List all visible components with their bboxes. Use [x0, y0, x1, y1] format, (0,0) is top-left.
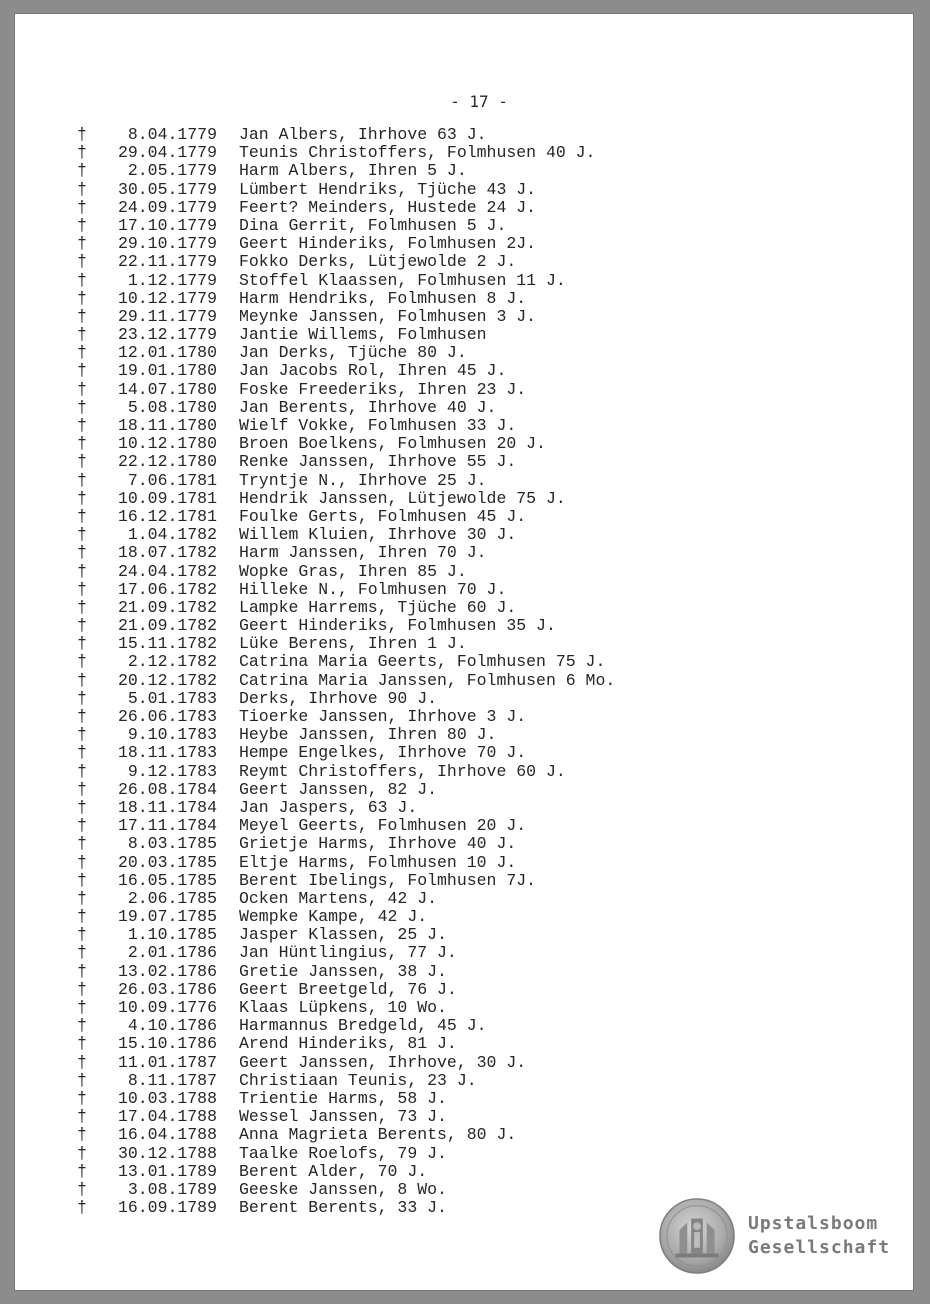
record-date: 17.04.1788 — [117, 1107, 217, 1127]
record-entry: Geert Janssen, Ihrhove, 30 J. — [239, 1052, 527, 1072]
record-row — [77, 381, 615, 399]
record-entry: Dina Gerrit, Folmhusen 5 J. — [239, 215, 507, 235]
record-row — [77, 726, 615, 744]
record-date: 16.05.1785 — [117, 870, 217, 890]
record-entry: Wessel Janssen, 73 J. — [239, 1107, 447, 1127]
record-row — [77, 344, 615, 362]
record-date: 26.03.1786 — [117, 979, 217, 999]
record-date: 16.09.1789 — [117, 1198, 217, 1218]
record-row — [77, 290, 615, 308]
record-entry: Jan Albers, Ihrhove 63 J. — [239, 125, 487, 144]
record-row — [77, 672, 615, 690]
cross-symbol: † — [77, 1143, 87, 1163]
record-date: 10.03.1788 — [117, 1088, 217, 1108]
record-row — [77, 744, 615, 762]
cross-symbol: † — [77, 1161, 87, 1181]
record-entry: Derks, Ihrhove 90 J. — [239, 688, 438, 708]
record-date: 2.01.1786 — [127, 943, 217, 963]
record-row — [77, 199, 615, 217]
record-date: 10.09.1776 — [117, 998, 217, 1017]
record-row — [77, 963, 615, 981]
record-row — [77, 472, 615, 490]
record-entry: Grietje Harms, Ihrhove 40 J. — [239, 834, 517, 854]
record-row — [77, 908, 615, 926]
record-row — [77, 599, 615, 617]
record-date: 5.08.1780 — [127, 397, 217, 417]
cross-symbol: † — [77, 652, 87, 672]
cross-symbol: † — [77, 143, 87, 163]
record-entry: Tryntje N., Ihrhove 25 J. — [239, 470, 487, 490]
record-date: 17.10.1779 — [117, 215, 217, 235]
logo-line-1: Upstalsboom — [748, 1213, 879, 1234]
record-entry: Berent Berents, 33 J. — [239, 1198, 447, 1218]
record-date: 18.11.1780 — [117, 416, 217, 435]
record-entry: Wielf Vokke, Folmhusen 33 J. — [239, 416, 517, 435]
record-date: 7.06.1781 — [127, 470, 217, 490]
record-date: 4.10.1786 — [127, 1016, 217, 1036]
cross-symbol: † — [77, 925, 87, 945]
cross-symbol: † — [77, 215, 87, 235]
record-date: 2.06.1785 — [127, 888, 217, 908]
cross-symbol: † — [77, 761, 87, 781]
cross-symbol: † — [77, 870, 87, 890]
record-date: 26.08.1784 — [117, 779, 217, 799]
record-date: 2.05.1779 — [127, 161, 217, 181]
cross-symbol: † — [77, 197, 87, 217]
record-entry: Berent Alder, 70 J. — [239, 1161, 428, 1181]
record-row — [77, 417, 615, 435]
record-row — [77, 308, 615, 326]
cross-symbol: † — [77, 288, 87, 308]
record-date: 11.01.1787 — [117, 1052, 217, 1072]
record-entry: Meyel Geerts, Folmhusen 20 J. — [239, 816, 527, 836]
record-entry: Gretie Janssen, 38 J. — [239, 961, 447, 981]
cross-symbol: † — [77, 979, 87, 999]
cross-symbol: † — [77, 670, 87, 690]
record-row — [77, 835, 615, 853]
document-page — [15, 14, 913, 1290]
cross-symbol: † — [77, 907, 87, 927]
record-entry: Eltje Harms, Folmhusen 10 J. — [239, 852, 517, 872]
record-row — [77, 817, 615, 835]
record-date: 18.11.1784 — [117, 797, 217, 817]
cross-symbol: † — [77, 688, 87, 708]
record-entry: Geert Janssen, 82 J. — [239, 779, 438, 799]
record-entry: Klaas Lüpkens, 10 Wo. — [239, 998, 447, 1017]
record-entry: Jan Hüntlingius, 77 J. — [239, 943, 457, 963]
record-entry: Reymt Christoffers, Ihrhove 60 J. — [239, 761, 566, 781]
record-row — [77, 181, 615, 199]
cross-symbol: † — [77, 743, 87, 763]
cross-symbol: † — [77, 616, 87, 636]
record-entry: Broen Boelkens, Folmhusen 20 J. — [239, 434, 546, 454]
record-entry: Harm Hendriks, Folmhusen 8 J. — [239, 288, 527, 308]
seal-icon — [658, 1197, 736, 1275]
record-entry: Harmannus Bredgeld, 45 J. — [239, 1016, 487, 1036]
cross-symbol: † — [77, 779, 87, 799]
record-row — [77, 544, 615, 562]
record-entry: Harm Janssen, Ihren 70 J. — [239, 543, 487, 563]
record-date: 17.06.1782 — [117, 579, 217, 599]
record-row — [77, 1035, 615, 1053]
cross-symbol: † — [77, 270, 87, 290]
record-row — [77, 453, 615, 471]
cross-symbol: † — [77, 579, 87, 599]
record-date: 13.02.1786 — [117, 961, 217, 981]
record-date: 30.12.1788 — [117, 1143, 217, 1163]
cross-symbol: † — [77, 1070, 87, 1090]
record-entry: Meynke Janssen, Folmhusen 3 J. — [239, 306, 537, 326]
page-number: - 17 - — [450, 92, 508, 111]
cross-symbol: † — [77, 161, 87, 181]
record-entry: Hendrik Janssen, Lütjewolde 75 J. — [239, 488, 566, 508]
record-date: 1.04.1782 — [127, 525, 217, 545]
record-entry: Willem Kluien, Ihrhove 30 J. — [239, 525, 517, 545]
record-row — [77, 999, 615, 1017]
record-entry: Arend Hinderiks, 81 J. — [239, 1034, 457, 1054]
upstalsboom-logo — [658, 1197, 890, 1275]
record-date: 29.04.1779 — [117, 143, 217, 163]
record-entry: Jantie Willems, Folmhusen — [239, 325, 487, 345]
record-row — [77, 326, 615, 344]
record-row — [77, 362, 615, 380]
record-entry: Foske Freederiks, Ihren 23 J. — [239, 379, 527, 399]
record-row — [77, 217, 615, 235]
cross-symbol: † — [77, 816, 87, 836]
cross-symbol: † — [77, 888, 87, 908]
record-entry: Berent Ibelings, Folmhusen 7J. — [239, 870, 537, 890]
record-date: 12.01.1780 — [117, 343, 217, 363]
record-entry: Feert? Meinders, Hustede 24 J. — [239, 197, 537, 217]
cross-symbol: † — [77, 416, 87, 435]
record-row — [77, 1054, 615, 1072]
record-entry: Lampke Harrems, Tjüche 60 J. — [239, 597, 517, 617]
record-date: 15.11.1782 — [117, 634, 217, 654]
record-date: 3.08.1789 — [127, 1179, 217, 1199]
record-date: 24.04.1782 — [117, 561, 217, 581]
cross-symbol: † — [77, 343, 87, 363]
cross-symbol: † — [77, 597, 87, 617]
record-row — [77, 235, 615, 253]
record-row — [77, 1090, 615, 1108]
record-date: 8.11.1787 — [127, 1070, 217, 1090]
record-entry: Taalke Roelofs, 79 J. — [239, 1143, 447, 1163]
record-row — [77, 435, 615, 453]
record-date: 13.01.1789 — [117, 1161, 217, 1181]
record-entry: Jan Derks, Tjüche 80 J. — [239, 343, 467, 363]
record-date: 20.12.1782 — [117, 670, 217, 690]
record-date: 16.12.1781 — [117, 506, 217, 526]
record-date: 2.12.1782 — [127, 652, 217, 672]
record-row — [77, 653, 615, 671]
record-date: 21.09.1782 — [117, 616, 217, 636]
record-row — [77, 162, 615, 180]
record-entry: Christiaan Teunis, 23 J. — [239, 1070, 477, 1090]
record-date: 24.09.1779 — [117, 197, 217, 217]
cross-symbol: † — [77, 1088, 87, 1108]
record-date: 21.09.1782 — [117, 597, 217, 617]
record-entry: Ocken Martens, 42 J. — [239, 888, 438, 908]
record-date: 8.03.1785 — [127, 834, 217, 854]
cross-symbol: † — [77, 834, 87, 854]
cross-symbol: † — [77, 634, 87, 654]
record-entry: Jan Berents, Ihrhove 40 J. — [239, 397, 497, 417]
record-row — [77, 144, 615, 162]
record-row — [77, 1108, 615, 1126]
record-row — [77, 890, 615, 908]
cross-symbol: † — [77, 125, 87, 144]
record-date: 14.07.1780 — [117, 379, 217, 399]
cross-symbol: † — [77, 434, 87, 454]
record-row — [77, 854, 615, 872]
record-date: 22.11.1779 — [117, 252, 217, 272]
cross-symbol: † — [77, 961, 87, 981]
record-entry: Jan Jaspers, 63 J. — [239, 797, 418, 817]
record-date: 5.01.1783 — [127, 688, 217, 708]
record-date: 9.12.1783 — [127, 761, 217, 781]
death-records-list — [77, 126, 615, 1217]
cross-symbol: † — [77, 1125, 87, 1145]
record-row — [77, 1163, 615, 1181]
record-entry: Stoffel Klaassen, Folmhusen 11 J. — [239, 270, 566, 290]
record-row — [77, 1199, 615, 1217]
record-row — [77, 926, 615, 944]
record-date: 10.12.1779 — [117, 288, 217, 308]
record-entry: Wopke Gras, Ihren 85 J. — [239, 561, 467, 581]
record-row — [77, 944, 615, 962]
cross-symbol: † — [77, 707, 87, 726]
record-row — [77, 581, 615, 599]
cross-symbol: † — [77, 543, 87, 563]
cross-symbol: † — [77, 1016, 87, 1036]
cross-symbol: † — [77, 1179, 87, 1199]
cross-symbol: † — [77, 852, 87, 872]
cross-symbol: † — [77, 488, 87, 508]
record-entry: Heybe Janssen, Ihren 80 J. — [239, 725, 497, 745]
record-date: 26.06.1783 — [117, 707, 217, 726]
cross-symbol: † — [77, 943, 87, 963]
record-row — [77, 763, 615, 781]
record-date: 23.12.1779 — [117, 325, 217, 345]
cross-symbol: † — [77, 397, 87, 417]
record-row — [77, 872, 615, 890]
record-date: 1.10.1785 — [127, 925, 217, 945]
record-entry: Wempke Kampe, 42 J. — [239, 907, 428, 927]
record-date: 15.10.1786 — [117, 1034, 217, 1054]
cross-symbol: † — [77, 1107, 87, 1127]
record-date: 19.07.1785 — [117, 907, 217, 927]
record-row — [77, 1126, 615, 1144]
record-date: 29.10.1779 — [117, 234, 217, 254]
record-date: 17.11.1784 — [117, 816, 217, 836]
record-row — [77, 635, 615, 653]
record-entry: Jan Jacobs Rol, Ihren 45 J. — [239, 361, 507, 381]
cross-symbol: † — [77, 1034, 87, 1054]
record-date: 18.11.1783 — [117, 743, 217, 763]
record-entry: Lüke Berens, Ihren 1 J. — [239, 634, 467, 654]
record-row — [77, 690, 615, 708]
record-entry: Geert Hinderiks, Folmhusen 35 J. — [239, 616, 556, 636]
record-row — [77, 981, 615, 999]
record-entry: Geert Hinderiks, Folmhusen 2J. — [239, 234, 537, 254]
cross-symbol: † — [77, 1198, 87, 1218]
record-row — [77, 781, 615, 799]
record-date: 29.11.1779 — [117, 306, 217, 326]
cross-symbol: † — [77, 561, 87, 581]
record-entry: Lümbert Hendriks, Tjüche 43 J. — [239, 179, 537, 199]
record-row — [77, 508, 615, 526]
cross-symbol: † — [77, 379, 87, 399]
record-date: 16.04.1788 — [117, 1125, 217, 1145]
record-row — [77, 272, 615, 290]
cross-symbol: † — [77, 525, 87, 545]
record-entry: Catrina Maria Janssen, Folmhusen 6 Mo. — [239, 670, 616, 690]
record-row — [77, 708, 615, 726]
record-row — [77, 1181, 615, 1199]
record-row — [77, 563, 615, 581]
cross-symbol: † — [77, 179, 87, 199]
record-entry: Teunis Christoffers, Folmhusen 40 J. — [239, 143, 596, 163]
record-entry: Catrina Maria Geerts, Folmhusen 75 J. — [239, 652, 606, 672]
record-row — [77, 617, 615, 635]
record-entry: Hilleke N., Folmhusen 70 J. — [239, 579, 507, 599]
cross-symbol: † — [77, 725, 87, 745]
record-entry: Trientie Harms, 58 J. — [239, 1088, 447, 1108]
record-row — [77, 253, 615, 271]
record-entry: Fokko Derks, Lütjewolde 2 J. — [239, 252, 517, 272]
record-date: 9.10.1783 — [127, 725, 217, 745]
record-row — [77, 126, 615, 144]
cross-symbol: † — [77, 325, 87, 345]
record-row — [77, 526, 615, 544]
record-date: 19.01.1780 — [117, 361, 217, 381]
cross-symbol: † — [77, 1052, 87, 1072]
record-entry: Foulke Gerts, Folmhusen 45 J. — [239, 506, 527, 526]
record-row — [77, 1072, 615, 1090]
record-entry: Geeske Janssen, 8 Wo. — [239, 1179, 447, 1199]
record-entry: Anna Magrieta Berents, 80 J. — [239, 1125, 517, 1145]
record-date: 8.04.1779 — [127, 125, 217, 144]
record-entry: Renke Janssen, Ihrhove 55 J. — [239, 452, 517, 472]
cross-symbol: † — [77, 252, 87, 272]
cross-symbol: † — [77, 998, 87, 1017]
record-entry: Harm Albers, Ihren 5 J. — [239, 161, 467, 181]
record-row — [77, 1017, 615, 1035]
record-row — [77, 490, 615, 508]
record-date: 10.12.1780 — [117, 434, 217, 454]
record-entry: Hempe Engelkes, Ihrhove 70 J. — [239, 743, 527, 763]
record-date: 30.05.1779 — [117, 179, 217, 199]
logo-text — [748, 1212, 890, 1260]
record-date: 18.07.1782 — [117, 543, 217, 563]
cross-symbol: † — [77, 234, 87, 254]
cross-symbol: † — [77, 452, 87, 472]
record-row — [77, 1145, 615, 1163]
cross-symbol: † — [77, 306, 87, 326]
record-row — [77, 799, 615, 817]
record-entry: Geert Breetgeld, 76 J. — [239, 979, 457, 999]
record-date: 20.03.1785 — [117, 852, 217, 872]
record-entry: Tioerke Janssen, Ihrhove 3 J. — [239, 707, 527, 726]
record-date: 22.12.1780 — [117, 452, 217, 472]
cross-symbol: † — [77, 797, 87, 817]
cross-symbol: † — [77, 506, 87, 526]
cross-symbol: † — [77, 470, 87, 490]
record-row — [77, 399, 615, 417]
record-date: 1.12.1779 — [127, 270, 217, 290]
cross-symbol: † — [77, 361, 87, 381]
logo-line-2: Gesellschaft — [748, 1237, 891, 1258]
record-entry: Jasper Klassen, 25 J. — [239, 925, 447, 945]
record-date: 10.09.1781 — [117, 488, 217, 508]
